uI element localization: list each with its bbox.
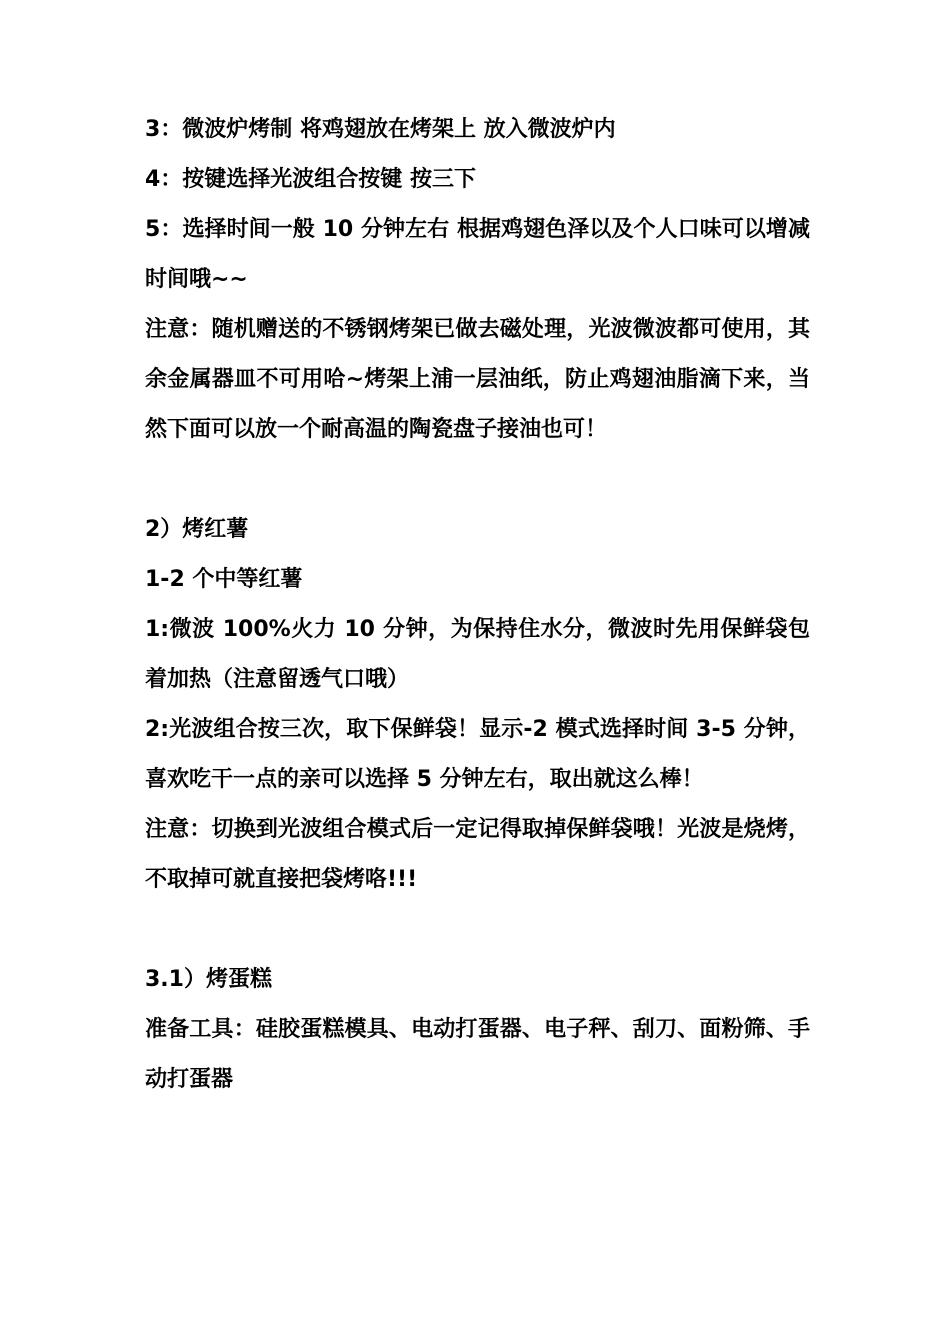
step-5-select-time: 5：选择时间一般 10 分钟左右 根据鸡翅色泽以及个人口味可以增减时间哦~~ <box>145 217 810 292</box>
cake-tools: 准备工具：硅胶蛋糕模具、电动打蛋器、电子秤、刮刀、面粉筛、手动打蛋器 <box>145 1017 810 1092</box>
sweet-potato-note: 注意：切换到光波组合模式后一定记得取掉保鲜袋哦！光波是烧烤，不取掉可就直接把袋烤咯!!! <box>145 817 810 892</box>
spacer <box>145 905 810 955</box>
spacer <box>145 455 810 505</box>
sweet-potato-step-2: 2:光波组合按三次，取下保鲜袋！显示-2 模式选择时间 3-5 分钟，喜欢吃干一点的亲可以选择 5 分钟左右，取出就这么棒！ <box>145 717 810 792</box>
document-body <box>145 105 810 1105</box>
note-rack: 注意：随机赠送的不锈钢烤架已做去磁处理，光波微波都可使用，其余金属器皿不可用哈~烤架上浦一层油纸，防止鸡翅油脂滴下来，当然下面可以放一个耐高温的陶瓷盘子接油也可！ <box>145 317 810 442</box>
step-3-microwave-bake: 3：微波炉烤制 将鸡翅放在烤架上 放入微波炉内 <box>145 117 616 142</box>
step-4-select-button: 4：按键选择光波组合按键 按三下 <box>145 167 476 192</box>
sweet-potato-step-1: 1:微波 100%火力 10 分钟，为保持住水分，微波时先用保鲜袋包着加热（注意留透气口哦） <box>145 617 810 692</box>
section-title-cake: 3.1）烤蛋糕 <box>145 967 272 992</box>
sweet-potato-ingredient: 1-2 个中等红薯 <box>145 567 303 592</box>
section-title-sweet-potato: 2）烤红薯 <box>145 517 249 542</box>
